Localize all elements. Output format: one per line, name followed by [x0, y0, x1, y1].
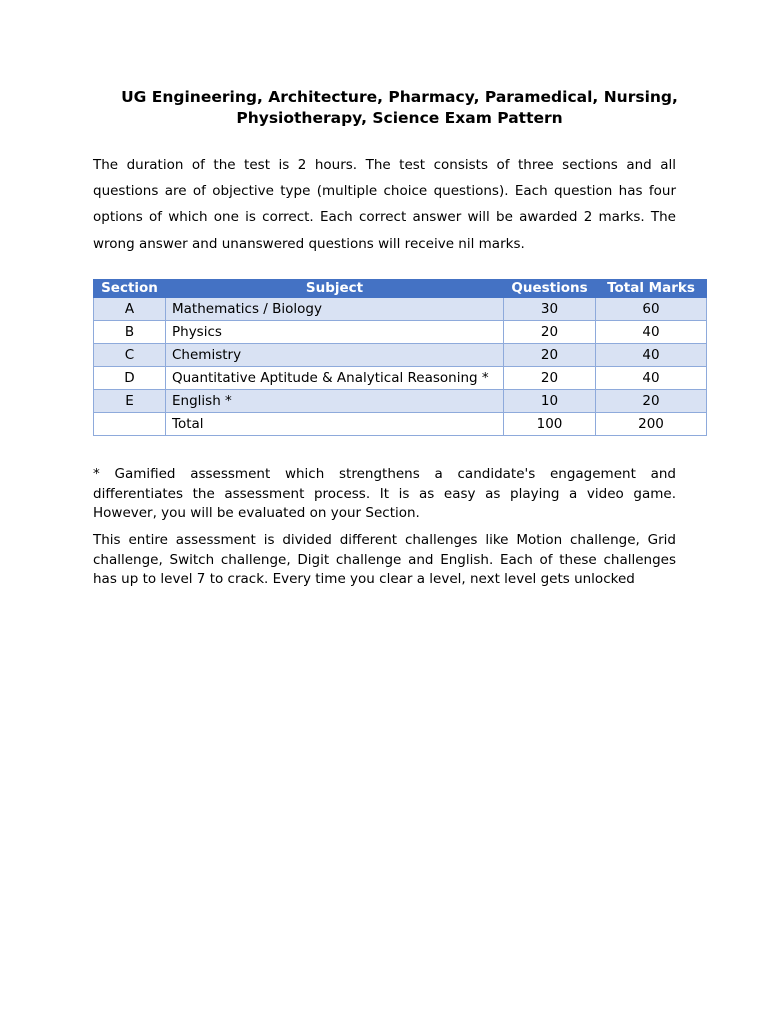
cell-section: E	[94, 390, 166, 413]
cell-section	[94, 413, 166, 436]
cell-section: D	[94, 367, 166, 390]
cell-total-marks: 40	[596, 367, 707, 390]
cell-questions: 20	[504, 344, 596, 367]
table-row	[94, 344, 707, 367]
intro-paragraph: The duration of the test is 2 hours. The test consists of three sections and all questions are of objective type (multiple choice questions). Each question has four options of which one is correct. Each correct answer will be awarded 2 marks. The wrong answer and unanswered questions will receive nil marks.	[93, 157, 676, 252]
table-header-row	[94, 280, 707, 298]
gamified-footnote: * Gamified assessment which strengthens a candidate's engagement and differentiates the assessment process. It is as easy as playing a video game. However, you will be evaluated on your Section.	[93, 466, 676, 521]
cell-total-marks: 40	[596, 321, 707, 344]
cell-questions: 100	[504, 413, 596, 436]
title-line-1: UG Engineering, Architecture, Pharmacy, Paramedical, Nursing,	[121, 88, 678, 106]
header-questions: Questions	[504, 280, 596, 298]
cell-section: B	[94, 321, 166, 344]
cell-subject: Quantitative Aptitude & Analytical Reasoning *	[166, 367, 504, 390]
cell-section: A	[94, 298, 166, 321]
header-section: Section	[94, 280, 166, 298]
cell-total-marks: 200	[596, 413, 707, 436]
cell-section: C	[94, 344, 166, 367]
cell-subject: English *	[166, 390, 504, 413]
cell-subject: Physics	[166, 321, 504, 344]
cell-subject: Mathematics / Biology	[166, 298, 504, 321]
document-title	[93, 87, 706, 129]
table-row	[94, 298, 707, 321]
cell-total-marks: 40	[596, 344, 707, 367]
header-total-marks: Total Marks	[596, 280, 707, 298]
cell-subject: Total	[166, 413, 504, 436]
exam-pattern-table	[93, 279, 707, 436]
cell-total-marks: 20	[596, 390, 707, 413]
cell-questions: 20	[504, 321, 596, 344]
cell-questions: 30	[504, 298, 596, 321]
table-row	[94, 367, 707, 390]
cell-subject: Chemistry	[166, 344, 504, 367]
cell-questions: 20	[504, 367, 596, 390]
table-row	[94, 321, 707, 344]
challenges-paragraph: This entire assessment is divided different challenges like Motion challenge, Grid challenge, Switch challenge, Digit challenge and English. Each of these challenges has up to level 7 to crack. Every time you clear a level, next level gets unlocked	[93, 532, 676, 587]
table-row	[94, 390, 707, 413]
title-line-2: Physiotherapy, Science Exam Pattern	[236, 109, 563, 127]
header-subject: Subject	[166, 280, 504, 298]
table-total-row	[94, 413, 707, 436]
cell-total-marks: 60	[596, 298, 707, 321]
cell-questions: 10	[504, 390, 596, 413]
